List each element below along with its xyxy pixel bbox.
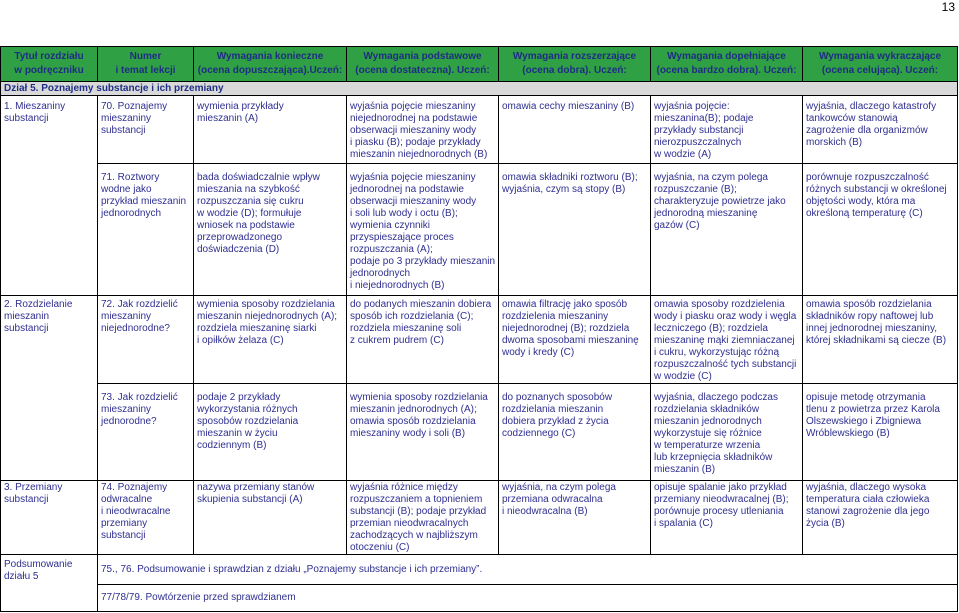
- cell-req-extended: wyjaśnia, na czym polega przemiana odwracalna i nieodwracalna (B): [499, 481, 651, 555]
- table-row: [1, 164, 958, 296]
- cell-lesson: 74. Poznajemy odwracalne i nieodwracalne przemiany substancji: [98, 481, 194, 555]
- cell-req-necessary: wymienia sposoby rozdzielania mieszanin niejednorodnych (A); rozdziela mieszaninę siarki i opiłków żelaza (C): [194, 296, 347, 384]
- cell-req-basic: do podanych mieszanin dobiera sposób ich rozdzielania (C); rozdziela mieszaninę soli z cukrem pudrem (C): [347, 296, 499, 384]
- cell-lesson: 71. Roztwory wodne jako przykład mieszanin jednorodnych: [98, 164, 194, 296]
- section-row: [1, 82, 958, 96]
- requirements-table: [0, 46, 958, 612]
- cell-req-extended: omawia cechy mieszaniny (B): [499, 96, 651, 164]
- header-req-necessary: Wymagania konieczne (ocena dopuszczająca).Uczeń:: [194, 47, 347, 82]
- cell-lesson: 70. Poznajemy mieszaniny substancji: [98, 96, 194, 164]
- summary-row: [1, 555, 958, 585]
- cell-summary-revision: 77/78/79. Powtórzenie przed sprawdzianem: [98, 585, 958, 612]
- cell-req-exceeding: wyjaśnia, dlaczego katastrofy tankowców stanowią zagrożenie dla organizmów morskich (B): [803, 96, 958, 164]
- cell-req-basic: wyjaśnia pojęcie mieszaniny niejednorodnej na podstawie obserwacji mieszaniny wody i piasku (B); podaje przykłady mieszanin niejednorodnych (B): [347, 96, 499, 164]
- cell-req-extended: omawia składniki roztworu (B); wyjaśnia, czym są stopy (B): [499, 164, 651, 296]
- table-row: [1, 296, 958, 384]
- cell-req-extended: do poznanych sposobów rozdzielania mieszanin dobiera przykład z życia codziennego (C): [499, 384, 651, 481]
- cell-req-necessary: nazywa przemiany stanów skupienia substancji (A): [194, 481, 347, 555]
- cell-req-complementary: wyjaśnia, dlaczego podczas rozdzielania składników mieszanin jednorodnych wykorzystuje się różnice w temperaturze wrzenia lub krzepnięcia składników mieszanin (B): [651, 384, 803, 481]
- cell-lesson: 72. Jak rozdzielić mieszaniny niejednorodne?: [98, 296, 194, 384]
- header-req-extended: Wymagania rozszerzające (ocena dobra). Uczeń:: [499, 47, 651, 82]
- cell-req-complementary: wyjaśnia pojęcie: mieszanina(B); podaje przykłady substancji nierozpuszczalnych w wodzie (A): [651, 96, 803, 164]
- summary-row: [1, 585, 958, 612]
- header-req-complementary: Wymagania dopełniające (ocena bardzo dobra). Uczeń:: [651, 47, 803, 82]
- cell-req-complementary: wyjaśnia, na czym polega rozpuszczanie (B); charakteryzuje powietrze jako jednorodną mieszaninę gazów (C): [651, 164, 803, 296]
- cell-summary-test: 75., 76. Podsumowanie i sprawdzian z działu „Poznajemy substancje i ich przemiany”.: [98, 555, 958, 585]
- cell-req-basic: wyjaśnia pojęcie mieszaniny jednorodnej na podstawie obserwacji mieszaniny wody i soli lub wody i octu (B); wymienia czynniki przyspieszające proces rozpuszczania (A); podaje po 3 przykłady mieszanin jednorodnych i niejednorodnych (B): [347, 164, 499, 296]
- page-number: 13: [941, 0, 955, 14]
- section-title: Dział 5. Poznajemy substancje i ich przemiany: [1, 82, 958, 96]
- cell-chapter: 1. Mieszaniny substancji: [1, 96, 98, 296]
- cell-req-exceeding: opisuje metodę otrzymania tlenu z powietrza przez Karola Olszewskiego i Zbigniewa Wróblewskiego (B): [803, 384, 958, 481]
- header-row: [1, 47, 958, 82]
- cell-req-necessary: wymienia przykłady mieszanin (A): [194, 96, 347, 164]
- cell-req-basic: wymienia sposoby rozdzielania mieszanin jednorodnych (A); omawia sposób rozdzielania mieszaniny wody i soli (B): [347, 384, 499, 481]
- header-chapter: Tytuł rozdziału w podręczniku: [1, 47, 98, 82]
- cell-req-exceeding: wyjaśnia, dlaczego wysoka temperatura ciała człowieka stanowi zagrożenie dla jego życia (B): [803, 481, 958, 555]
- cell-req-necessary: podaje 2 przykłady wykorzystania różnych sposobów rozdzielania mieszanin w życiu codziennym (B): [194, 384, 347, 481]
- table-row: [1, 384, 958, 481]
- cell-req-complementary: opisuje spalanie jako przykład przemiany nieodwracalnej (B); porównuje procesy utleniania i spalania (C): [651, 481, 803, 555]
- cell-chapter: 2. Rozdzielanie mieszanin substancji: [1, 296, 98, 481]
- cell-req-exceeding: omawia sposób rozdzielania składników ropy naftowej lub innej jednorodnej mieszaniny, której składnikami są ciecze (B): [803, 296, 958, 384]
- header-req-exceeding: Wymagania wykraczające (ocena celująca). Uczeń:: [803, 47, 958, 82]
- cell-req-exceeding: porównuje rozpuszczalność różnych substancji w określonej objętości wody, która ma określoną temperaturę (C): [803, 164, 958, 296]
- header-req-basic: Wymagania podstawowe (ocena dostateczna). Uczeń:: [347, 47, 499, 82]
- cell-req-extended: omawia filtrację jako sposób rozdzielenia mieszaniny niejednorodnej (B); rozdziela dwoma sposobami mieszaninę wody i kredy (C): [499, 296, 651, 384]
- cell-req-basic: wyjaśnia różnice między rozpuszczaniem a topnieniem substancji (B); podaje przykład przemian nieodwracalnych zachodzących w najbliższym otoczeniu (C): [347, 481, 499, 555]
- table-row: [1, 481, 958, 555]
- table-row: [1, 96, 958, 164]
- cell-req-complementary: omawia sposoby rozdzielenia wody i piasku oraz wody i węgla leczniczego (B); rozdziela mieszaninę mąki ziemniaczanej i cukru, wykorzystując różną rozpuszczalność tych substancji w wodzie (C): [651, 296, 803, 384]
- cell-summary-chapter: Podsumowanie działu 5: [1, 555, 98, 612]
- cell-chapter: 3. Przemiany substancji: [1, 481, 98, 555]
- cell-req-necessary: bada doświadczalnie wpływ mieszania na szybkość rozpuszczania się cukru w wodzie (D); formułuje wniosek na podstawie przeprowadzonego doświadczenia (D): [194, 164, 347, 296]
- cell-lesson: 73. Jak rozdzielić mieszaniny jednorodne?: [98, 384, 194, 481]
- header-lesson: Numer i temat lekcji: [98, 47, 194, 82]
